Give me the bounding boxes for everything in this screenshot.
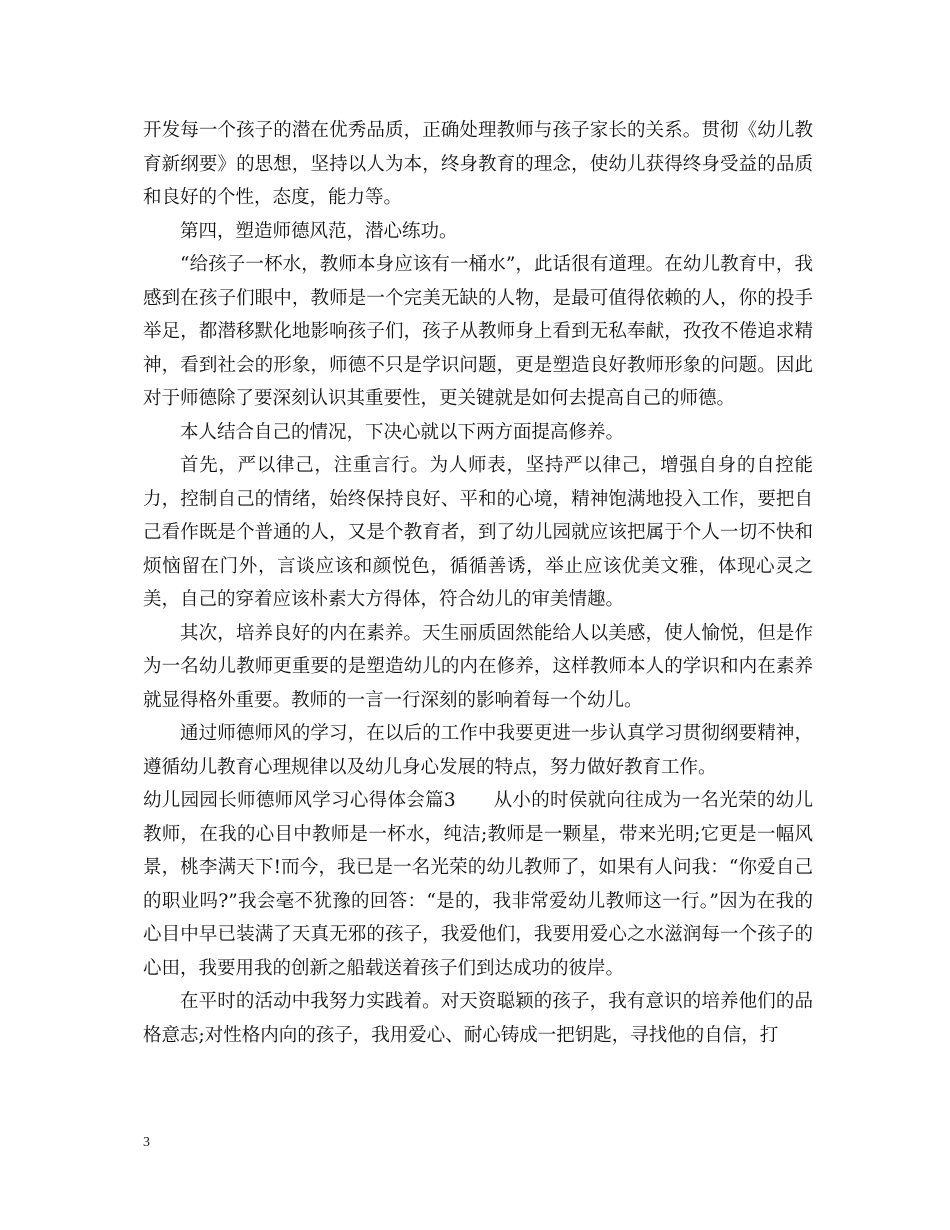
page-number: 3: [143, 1135, 150, 1150]
document-body: [143, 114, 813, 1052]
paragraph-5: 首先，严以律己，注重言行。为人师表，坚持严以律己，增强自身的自控能力，控制自己的情绪，始终保持良好、平和的心境，精神饱满地投入工作，要把自己看作既是个普通的人，又是个教育者，到了幼儿园就应该把属于个人一切不快和烦恼留在门外，言谈应该和颜悦色，循循善诱，举止应该优美文雅，体现心灵之美，自己的穿着应该朴素大方得体，符合幼儿的审美情趣。: [143, 455, 813, 610]
paragraph-9: 在平时的活动中我努力实践着。对天资聪颖的孩子，我有意识的培养他们的品格意志;对性格内向的孩子，我用爱心、耐心铸成一把钥匙，寻找他的自信，打: [143, 991, 813, 1046]
paragraph-7: 通过师德师风的学习，在以后的工作中我要更进一步认真学习贯彻纲要精神，遵循幼儿教育心理规律以及幼儿身心发展的特点，努力做好教育工作。: [143, 723, 813, 778]
paragraph-3: “给孩子一杯水，教师本身应该有一桶水”，此话很有道理。在幼儿教育中，我感到在孩子们眼中，教师是一个完美无缺的人物，是最可值得依赖的人，你的投手举足，都潜移默化地影响孩子们，孩子从教师身上看到无私奉献，孜孜不倦追求精神，看到社会的形象，师德不只是学识问题，更是塑造良好教师形象的问题。因此对于师德除了要深刻认识其重要性，更关键就是如何去提高自己的师德。: [143, 254, 813, 409]
paragraph-6: 其次，培养良好的内在素养。天生丽质固然能给人以美感，使人愉悦，但是作为一名幼儿教师更重要的是塑造幼儿的内在修养，这样教师本人的学识和内在素养就显得格外重要。教师的一言一行深刻的影响着每一个幼儿。: [143, 622, 813, 711]
paragraph-4: 本人结合自己的情况，下决心就以下两方面提高修养。: [180, 421, 625, 443]
paragraph-1: 开发每一个孩子的潜在优秀品质，正确处理教师与孩子家长的关系。贯彻《幼儿教育新纲要》的思想，坚持以人为本，终身教育的理念，使幼儿获得终身受益的品质和良好的个性，态度，能力等。: [143, 120, 813, 208]
paragraph-2: 第四，塑造师德风范，潜心练功。: [180, 220, 458, 242]
paragraph-8: 幼儿园园长师德师风学习心得体会篇3 从小的时侯就向往成为一名光荣的幼儿教师，在我的心目中教师是一杯水，纯洁;教师是一颗星，带来光明;它更是一幅风景，桃李满天下!而今，我已是一名光荣的幼儿教师了，如果有人问我：“你爱自己的职业吗?”我会毫不犹豫的回答：“是的，我非常爱幼儿教师这一行。”因为在我的心目中早已装满了天真无邪的孩子，我爱他们，我要用爱心之水滋润每一个孩子的心田，我要用我的创新之船载送着孩子们到达成功的彼岸。: [143, 790, 813, 979]
